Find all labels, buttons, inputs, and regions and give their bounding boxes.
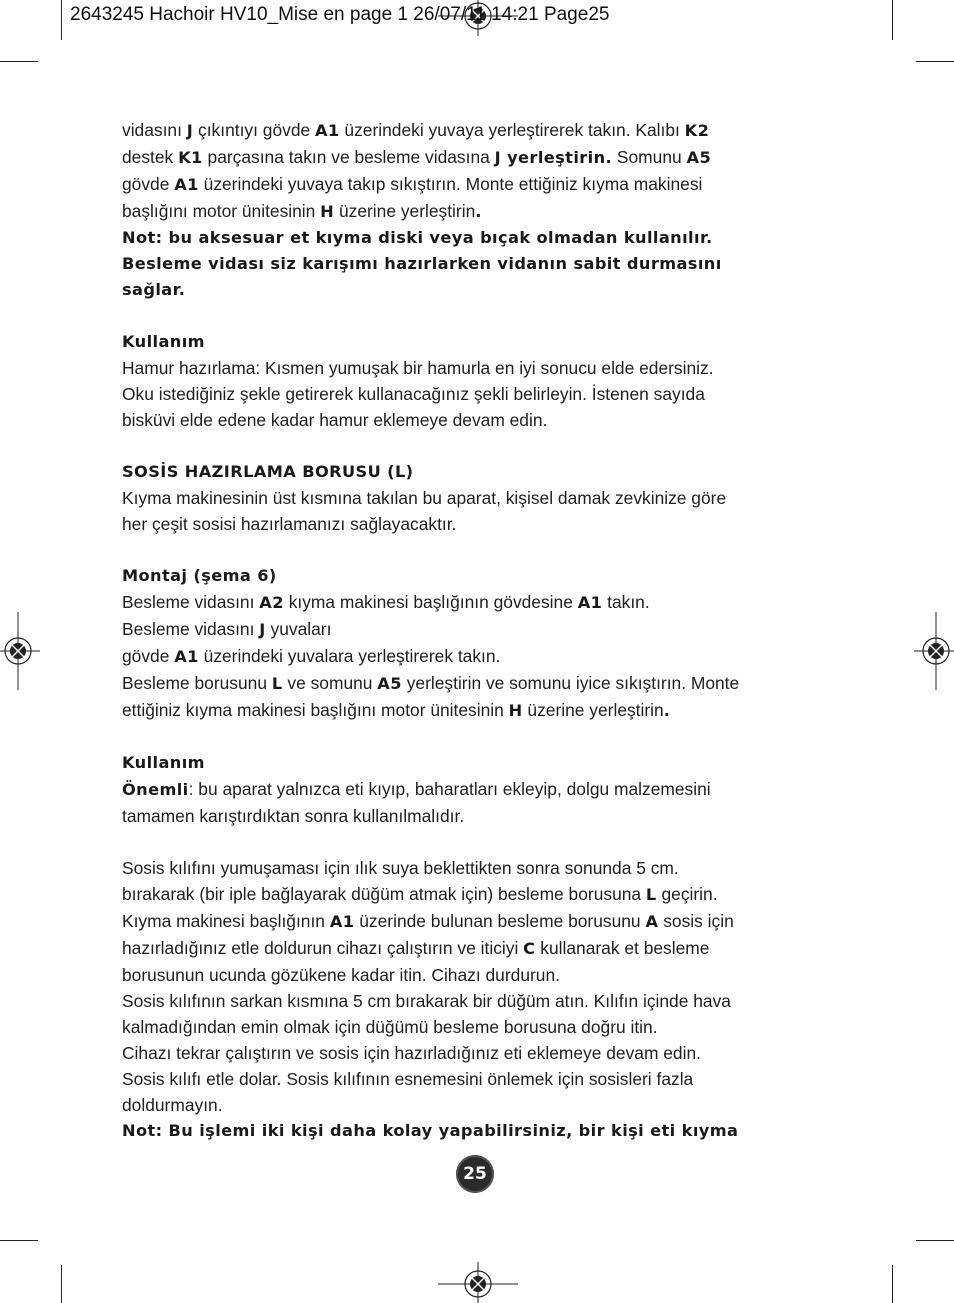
note-paragraph: Not: bu aksesuar et kıyma diski veya bıçak olmadan kullanılır. Besleme vidası siz karışımı hazırlarken vidanın sabit durmasını sağlar. [122, 228, 722, 299]
assembly-paragraph: vidasını J çıkıntıyı gövde A1 üzerindeki yuvaya yerleştirerek takın. Kalıbı K2 destek K1 parçasına takın ve besleme vidasına J yerleştirin. Somunu A5 gövde A1 üzerindeki yuvaya takıp sıkıştırın. Monte ettiğiniz kıyma makinesi başlığını motor ünitesinin H üzerine yerleştirin. [122, 120, 712, 221]
crop-mark [61, 0, 62, 40]
spacer [122, 537, 837, 563]
crop-mark [0, 61, 38, 62]
note-paragraph: Not: Bu işlemi iki kişi daha kolay yapabilirsiniz, bir kişi eti kıyma [122, 1121, 739, 1140]
important-paragraph: Önemli: bu aparat yalnızca eti kıyıp, baharatları ekleyip, dolgu malzemesini tamamen karıştırdıktan sonra kullanılmalıdır. [122, 779, 711, 826]
section-heading: SOSİS HAZIRLAMA BORUSU (L) [122, 462, 414, 481]
spacer [122, 829, 837, 855]
crop-mark [0, 1240, 38, 1241]
assembly-steps-paragraph: Besleme vidasını A2 kıyma makinesi başlığının gövdesine A1 takın. Besleme vidasını J yuvaları gövde A1 üzerindeki yuvalara yerleştirerek takın. Besleme borusunu L ve somunu A5 yerleştirin ve somunu iyice sıkıştırın. Monte ettiğiniz kıyma makinesi başlığını motor ünitesinin H üzerine yerleştirin. [122, 592, 740, 720]
registration-mark-icon [914, 612, 954, 690]
sausage-intro-paragraph: Kıyma makinesinin üst kısmına takılan bu aparat, kişisel damak zevkinize göre her çeşit sosisi hazırlamanızı sağlayacaktır. [122, 488, 727, 534]
usage-paragraph: Hamur hazırlama: Kısmen yumuşak bir hamurla en iyi sonucu elde edersiniz. Oku istediğiniz şekle getirerek kullanacağınız şekli belirleyin. İstenen sayıda bisküvi elde edene kadar hamur eklemeye devam edin. [122, 358, 714, 430]
print-slug: 2643245 Hachoir HV10_Mise en page 1 26/07/11 14:21 Page25 [70, 4, 610, 25]
crop-mark [892, 0, 893, 40]
page-body [122, 117, 837, 1144]
crop-mark [916, 61, 954, 62]
spacer [122, 303, 837, 329]
sausage-steps-paragraph: Sosis kılıfını yumuşaması için ılık suya beklettikten sonra sonunda 5 cm. bırakarak (bir iple bağlayarak düğüm atmak için) besleme borusuna L geçirin. Kıyma makinesi başlığının A1 üzerinde bulunan besleme borusunu A sosis için hazırladığınız etle doldurun cihazı çalıştırın ve iticiyi C kullanarak et besleme borusunun ucunda gözükene kadar itin. Cihazı durdurun. Sosis kılıfının sarkan kısmına 5 cm bırakarak bir düğüm atın. Kılıfın içinde hava kalmadığından emin olmak için düğümü besleme borusuna doğru itin. Cihazı tekrar çalıştırın ve sosis için hazırladığınız eti eklemeye devam edin. Sosis kılıfı etle dolar. Sosis kılıfının esnemesini önlemek için sosisleri fazla doldurmayın. [122, 858, 734, 1115]
crop-mark [61, 1265, 62, 1303]
section-heading: Kullanım [122, 753, 205, 772]
section-heading: Montaj (şema 6) [122, 566, 277, 585]
spacer [122, 724, 837, 750]
section-heading: Kullanım [122, 332, 205, 351]
registration-mark-icon [438, 1262, 518, 1303]
spacer [122, 433, 837, 459]
page-number-badge: 25 [456, 1155, 494, 1193]
crop-mark [892, 1265, 893, 1303]
crop-mark [916, 1240, 954, 1241]
registration-mark-icon [0, 612, 40, 690]
